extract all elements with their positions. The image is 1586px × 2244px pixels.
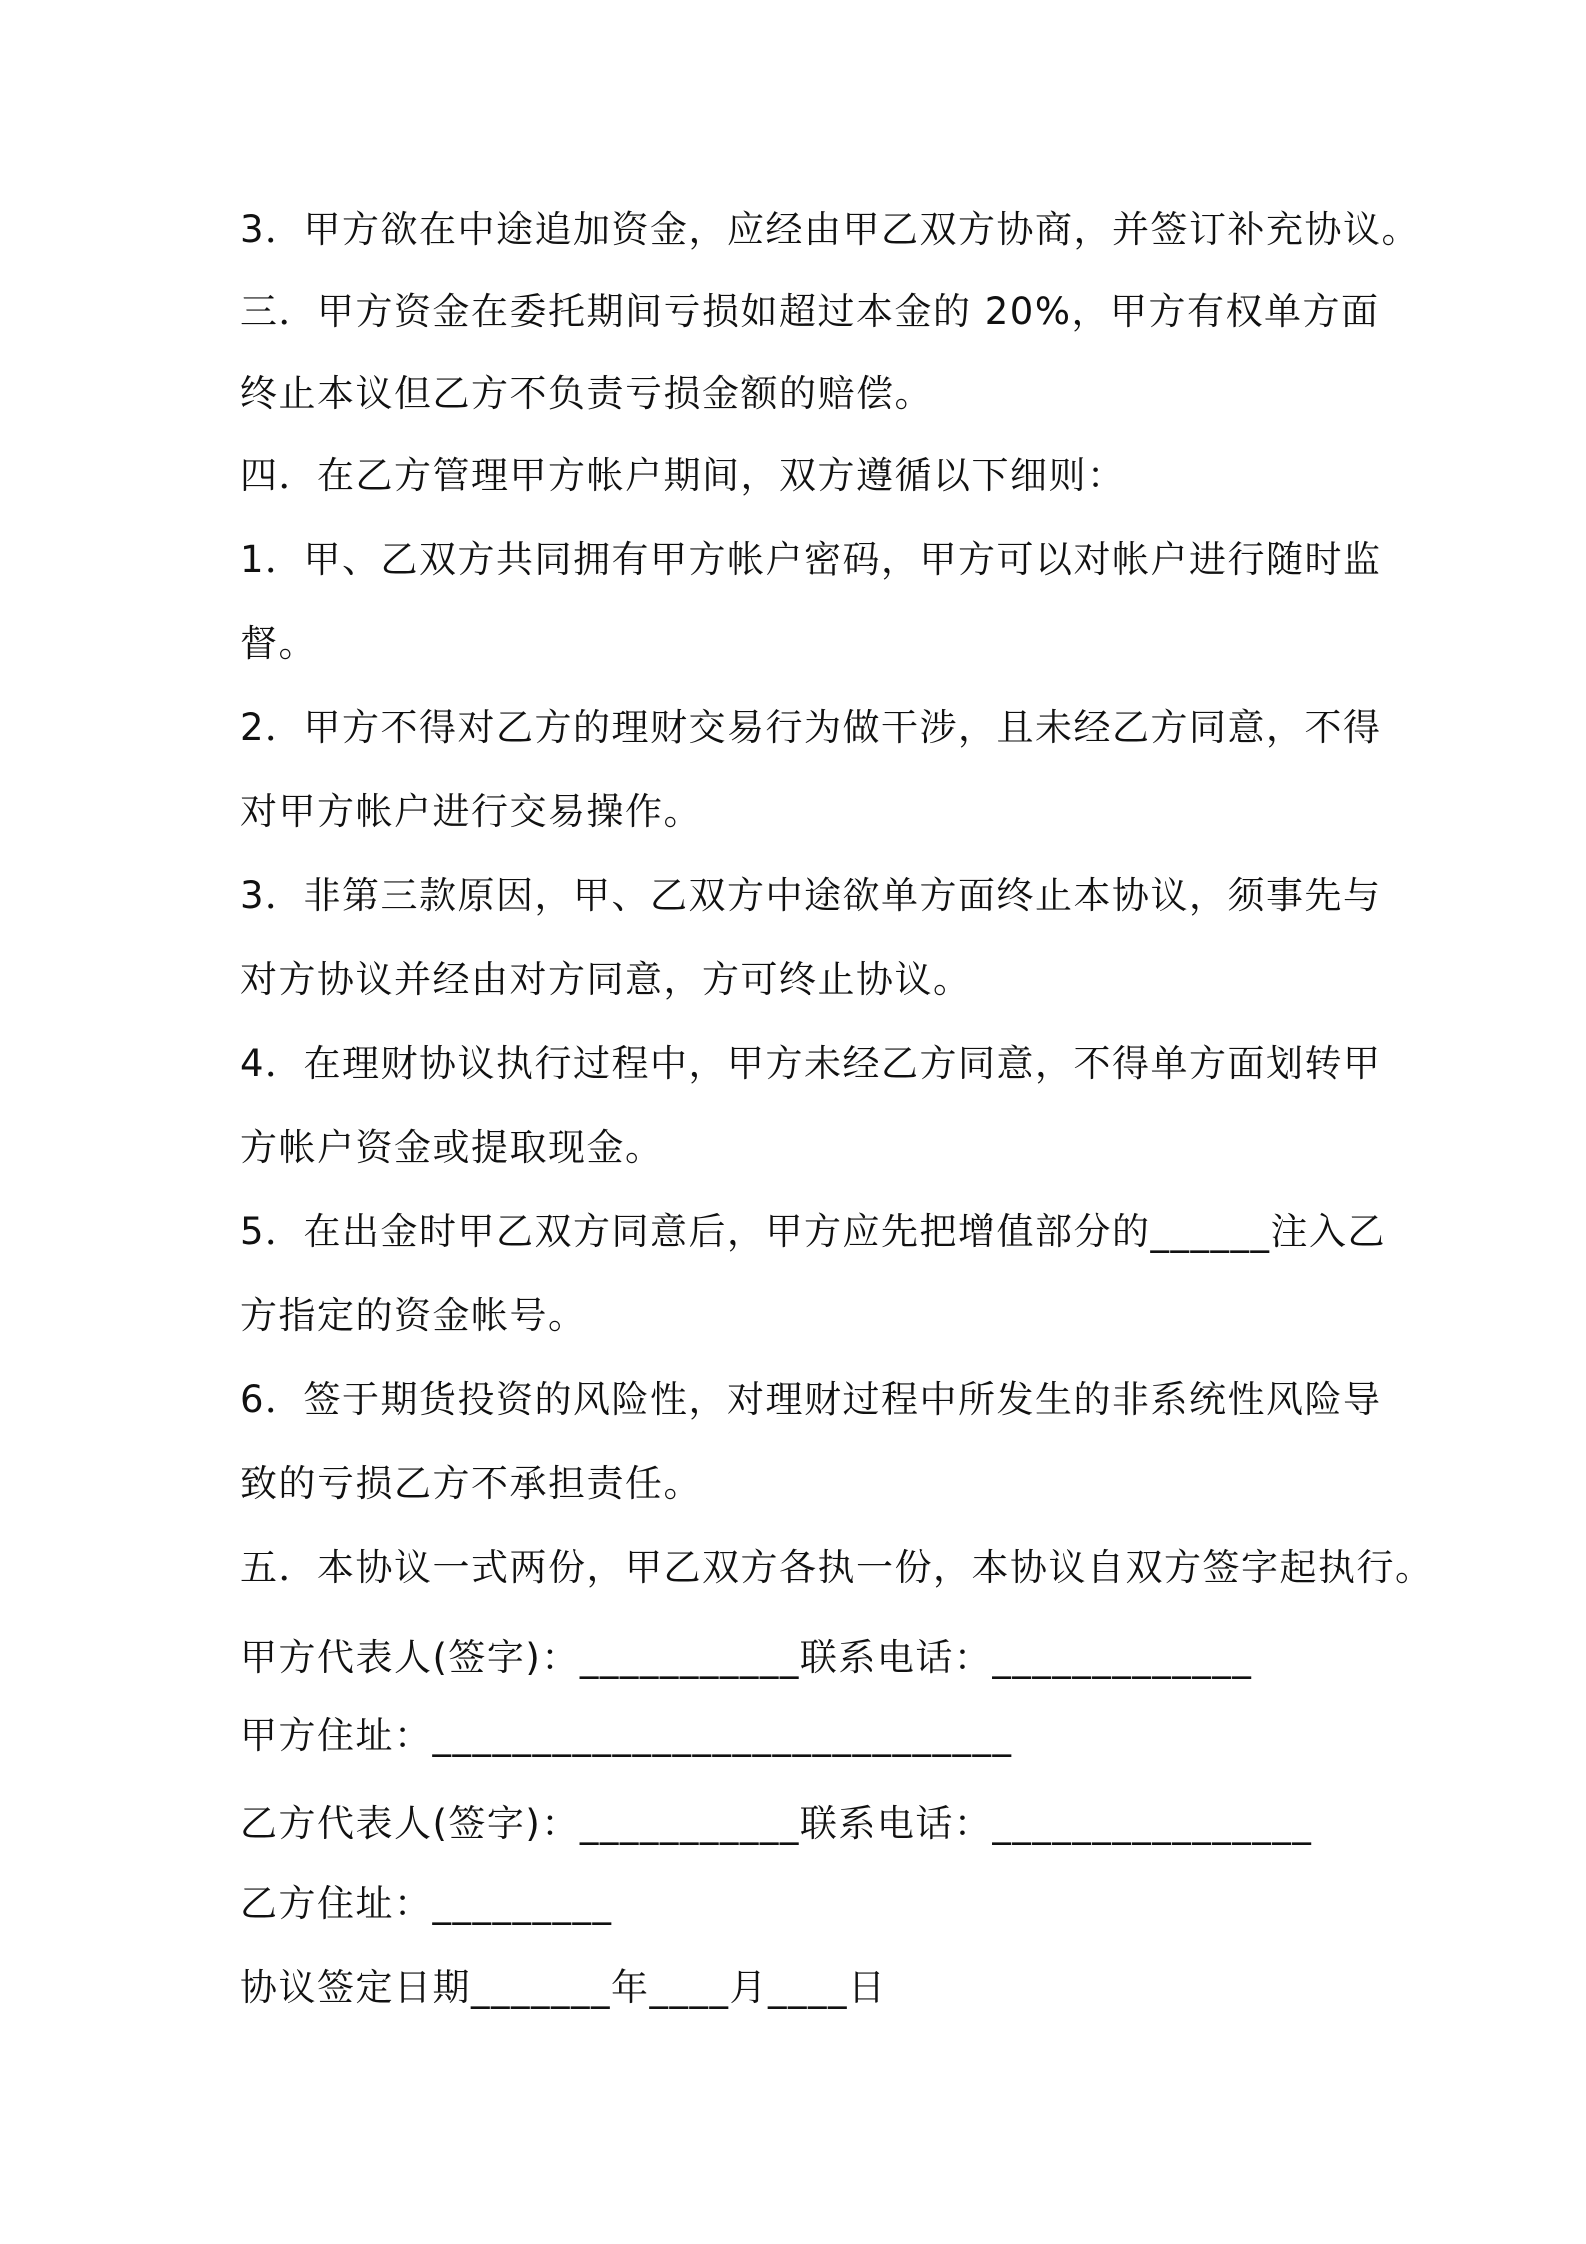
party-b-representative-line: 乙方代表人(签字)：___________联系电话：________________ (240, 1802, 1313, 1845)
agreement-date-line: 协议签定日期_______年____月____日 (240, 1966, 887, 2009)
party-a-address-line: 甲方住址：_____________________________ (240, 1714, 1013, 1757)
rule-3: 3．非第三款原因，甲、乙双方中途欲单方面终止本协议，须事先与 (240, 874, 1382, 917)
rule-6: 6．签于期货投资的风险性，对理财过程中所发生的非系统性风险导 (240, 1378, 1382, 1421)
rule-4: 4．在理财协议执行过程中，甲方未经乙方同意，不得单方面划转甲 (240, 1042, 1382, 1085)
section-5-copies: 五．本协议一式两份，甲乙双方各执一份，本协议自双方签字起执行。 (240, 1546, 1434, 1589)
party-b-address-line: 乙方住址：_________ (240, 1882, 613, 1925)
rule-2: 2．甲方不得对乙方的理财交易行为做干涉，且未经乙方同意，不得 (240, 706, 1382, 749)
rule-1: 1．甲、乙双方共同拥有甲方帐户密码，甲方可以对帐户进行随时监 (240, 538, 1382, 581)
paragraph-3-supplement: 3．甲方欲在中途追加资金，应经由甲乙双方协商，并签订补充协议。 (240, 208, 1421, 251)
rule-5-cont: 方指定的资金帐号。 (240, 1294, 587, 1337)
rule-3-cont: 对方协议并经由对方同意，方可终止协议。 (240, 958, 972, 1001)
section-3-loss-limit-cont: 终止本议但乙方不负责亏损金额的赔偿。 (240, 372, 933, 415)
rule-1-cont: 督。 (240, 622, 317, 665)
section-4-heading: 四．在乙方管理甲方帐户期间，双方遵循以下细则： (240, 454, 1126, 497)
rule-6-cont: 致的亏损乙方不承担责任。 (240, 1462, 702, 1505)
rule-2-cont: 对甲方帐户进行交易操作。 (240, 790, 702, 833)
section-3-loss-limit: 三．甲方资金在委托期间亏损如超过本金的 20%，甲方有权单方面 (240, 290, 1380, 333)
rule-5: 5．在出金时甲乙双方同意后，甲方应先把增值部分的______注入乙 (240, 1210, 1387, 1253)
party-a-representative-line: 甲方代表人(签字)：___________联系电话：_____________ (240, 1636, 1253, 1679)
rule-4-cont: 方帐户资金或提取现金。 (240, 1126, 664, 1169)
